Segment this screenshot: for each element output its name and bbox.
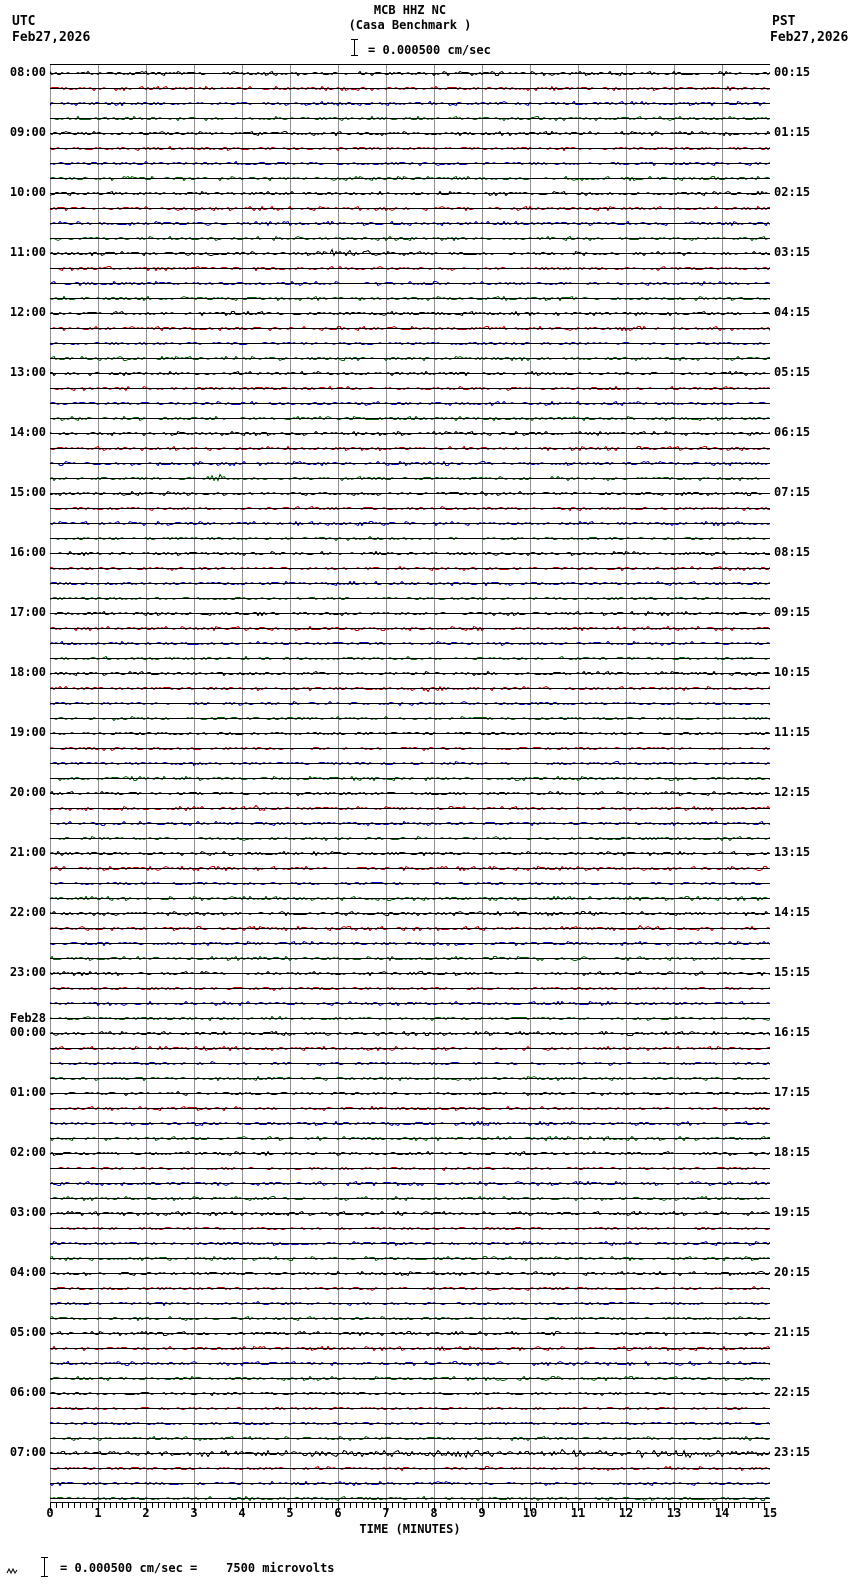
x-axis-tick-number: 14 — [714, 1506, 730, 1520]
date-change-label: Feb28 — [9, 1011, 46, 1025]
station-title: MCB HHZ NC — [373, 3, 447, 17]
footer-scale-bar-icon — [40, 1557, 49, 1577]
utc-hour-label: 00:00 — [9, 1025, 46, 1039]
x-axis-tick-number: 3 — [190, 1506, 198, 1520]
station-subtitle: (Casa Benchmark ) — [348, 18, 472, 32]
utc-hour-label: 22:00 — [9, 905, 46, 919]
right-date-label: Feb27,2026 — [770, 30, 849, 45]
utc-hour-label: 19:00 — [9, 725, 46, 739]
waveform-glyph-icon — [6, 1566, 20, 1576]
utc-hour-label: 23:00 — [9, 965, 46, 979]
pst-hour-label: 02:15 — [774, 185, 811, 199]
pst-hour-label: 00:15 — [774, 65, 811, 79]
x-axis-tick-number: 8 — [430, 1506, 438, 1520]
x-axis-tick-number: 4 — [238, 1506, 246, 1520]
pst-hour-label: 22:15 — [774, 1385, 811, 1399]
utc-hour-label: 03:00 — [9, 1205, 46, 1219]
utc-hour-label: 02:00 — [9, 1145, 46, 1159]
pst-hour-label: 03:15 — [774, 245, 811, 259]
seismogram-plot — [50, 64, 770, 1516]
pst-hour-label: 13:15 — [774, 845, 811, 859]
seismogram-trace-line — [50, 250, 770, 256]
x-axis-tick-number: 13 — [666, 1506, 682, 1520]
amplitude-scale-bar-icon — [350, 39, 359, 56]
utc-hour-label: 05:00 — [9, 1325, 46, 1339]
utc-hour-label: 06:00 — [9, 1385, 46, 1399]
pst-hour-label: 09:15 — [774, 605, 811, 619]
utc-hour-label: 18:00 — [9, 665, 46, 679]
x-axis-tick-number: 15 — [762, 1506, 778, 1520]
x-axis-tick-number: 11 — [570, 1506, 586, 1520]
utc-hour-label: 21:00 — [9, 845, 46, 859]
utc-hour-label: 09:00 — [9, 125, 46, 139]
pst-hour-label: 06:15 — [774, 425, 811, 439]
right-timezone-label: PST — [772, 14, 796, 29]
x-axis-tick-number: 9 — [478, 1506, 486, 1520]
utc-hour-label: 16:00 — [9, 545, 46, 559]
x-axis-tick-number: 7 — [382, 1506, 390, 1520]
utc-hour-label: 15:00 — [9, 485, 46, 499]
pst-hour-label: 23:15 — [774, 1445, 811, 1459]
pst-hour-label: 10:15 — [774, 665, 811, 679]
pst-hour-label: 16:15 — [774, 1025, 811, 1039]
pst-hour-label: 08:15 — [774, 545, 811, 559]
pst-hour-label: 18:15 — [774, 1145, 811, 1159]
x-axis-tick-number: 12 — [618, 1506, 634, 1520]
x-axis-tick-number: 0 — [46, 1506, 54, 1520]
utc-hour-label: 17:00 — [9, 605, 46, 619]
pst-hour-label: 17:15 — [774, 1085, 811, 1099]
pst-hour-label: 01:15 — [774, 125, 811, 139]
seismogram-traces — [50, 64, 770, 1516]
utc-hour-label: 20:00 — [9, 785, 46, 799]
utc-hour-label: 01:00 — [9, 1085, 46, 1099]
utc-hour-label: 08:00 — [9, 65, 46, 79]
utc-hour-label: 14:00 — [9, 425, 46, 439]
utc-hour-label: 12:00 — [9, 305, 46, 319]
amplitude-scale-label: = 0.000500 cm/sec — [368, 43, 491, 57]
x-axis-tick-number: 10 — [522, 1506, 538, 1520]
pst-hour-label: 11:15 — [774, 725, 811, 739]
utc-hour-label: 13:00 — [9, 365, 46, 379]
utc-hour-label: 04:00 — [9, 1265, 46, 1279]
pst-hour-label: 15:15 — [774, 965, 811, 979]
x-axis-tick-number: 2 — [142, 1506, 150, 1520]
x-axis-label: TIME (MINUTES) — [359, 1522, 461, 1536]
footer-scale-equation: = 0.000500 cm/sec = 7500 microvolts — [60, 1561, 335, 1575]
pst-hour-label: 05:15 — [774, 365, 811, 379]
pst-hour-label: 14:15 — [774, 905, 811, 919]
x-axis-tick-number: 1 — [94, 1506, 102, 1520]
pst-hour-label: 21:15 — [774, 1325, 811, 1339]
seismogram-trace-line — [50, 475, 770, 481]
pst-hour-label: 20:15 — [774, 1265, 811, 1279]
utc-hour-label: 11:00 — [9, 245, 46, 259]
left-date-label: Feb27,2026 — [12, 30, 91, 45]
left-timezone-label: UTC — [12, 14, 36, 29]
pst-hour-label: 19:15 — [774, 1205, 811, 1219]
pst-hour-label: 07:15 — [774, 485, 811, 499]
x-axis-tick-number: 5 — [286, 1506, 294, 1520]
pst-hour-label: 12:15 — [774, 785, 811, 799]
utc-hour-label: 10:00 — [9, 185, 46, 199]
x-axis-tick-number: 6 — [334, 1506, 342, 1520]
utc-hour-label: 07:00 — [9, 1445, 46, 1459]
pst-hour-label: 04:15 — [774, 305, 811, 319]
